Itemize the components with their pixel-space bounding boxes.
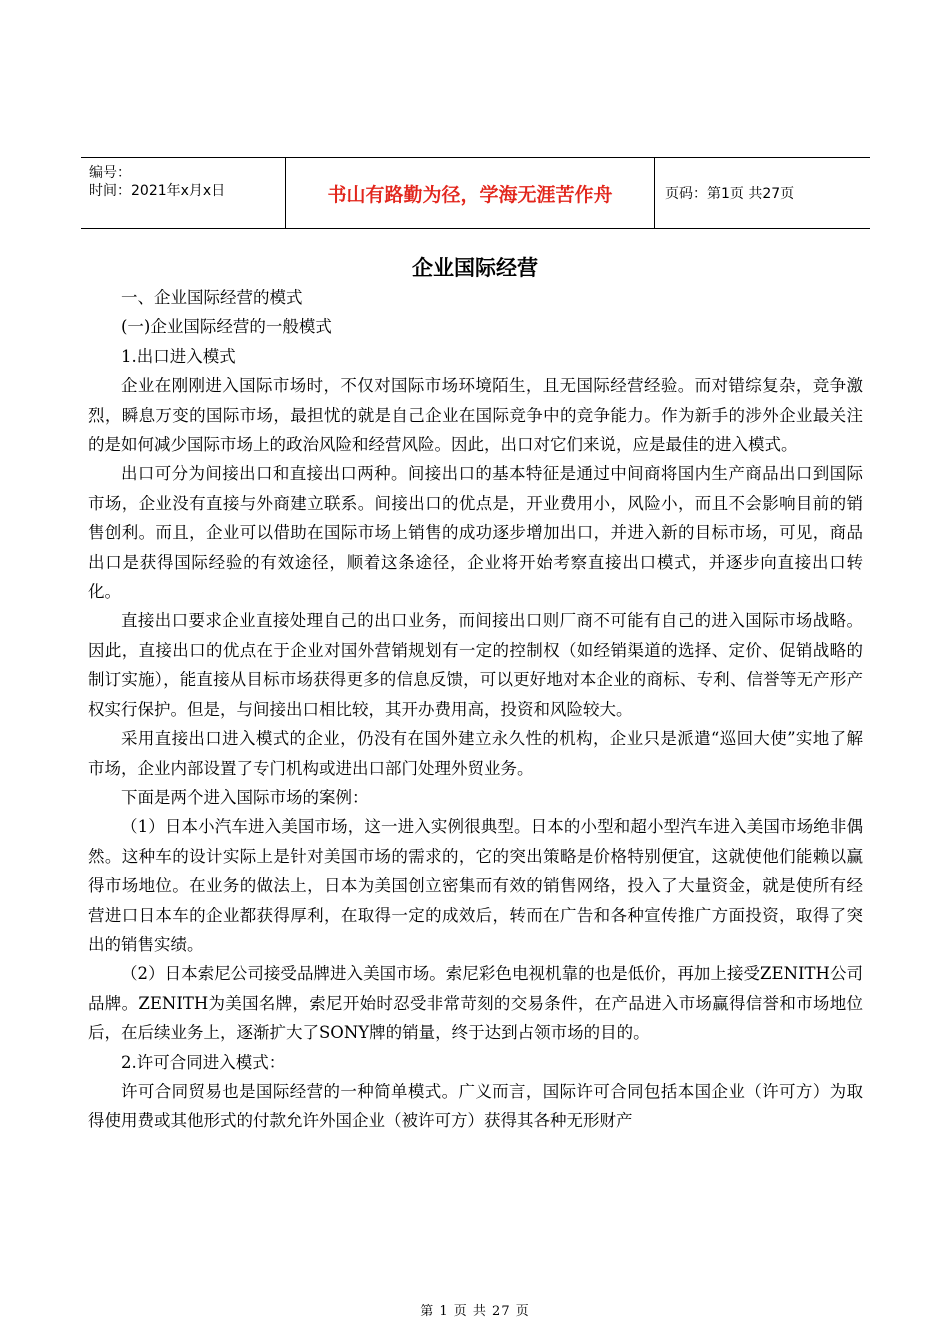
body-paragraph: 直接出口要求企业直接处理自己的出口业务，而间接出口则厂商不可能有自己的进入国际市场战略。因此，直接出口的优点在于企业对国外营销规划有一定的控制权（如经销渠道的选择、定价、促销战略的制订实施），能直接从目标市场获得更多的信息反馈，可以更好地对本企业的商标、专利、信誉等无产形产权实行保护。但是，与间接出口相比较，其开办费用高，投资和风险较大。	[88, 611, 863, 719]
body-paragraph: 下面是两个进入国际市场的案例：	[121, 787, 369, 807]
header-table	[81, 157, 870, 229]
document-title: 企业国际经营	[412, 256, 538, 280]
item-heading: 1.出口进入模式	[121, 346, 236, 366]
document-body	[88, 283, 863, 1136]
header-info-cell	[81, 158, 286, 228]
motto-text: 书山有路勤为径，学海无涯苦作舟	[327, 183, 613, 206]
body-paragraph: 出口可分为间接出口和直接出口两种。间接出口的基本特征是通过中间商将国内生产商品出口到国际市场，企业没有直接与外商建立联系。间接出口的优点是，开业费用小，风险小，而且不会影响目前的销售创利。而且，企业可以借助在国际市场上销售的成功逐步增加出口，并进入新的目标市场，可见，商品出口是获得国际经验的有效途径，顺着这条途径，企业将开始考察直接出口模式，并逐步向直接出口转化。	[88, 464, 863, 602]
item-heading: 2.许可合同进入模式：	[121, 1052, 286, 1072]
body-paragraph: 采用直接出口进入模式的企业，仍没有在国外建立永久性的机构，企业只是派遣“巡回大使”实地了解市场，企业内部设置了专门机构或进出口部门处理外贸业务。	[88, 729, 863, 778]
subsection-heading: (一)企业国际经营的一般模式	[121, 317, 332, 337]
case-paragraph: （1）日本小汽车进入美国市场，这一进入实例很典型。日本的小型和超小型汽车进入美国市场绝非偶然。这种车的设计实际上是针对美国市场的需求的，它的突出策略是价格特别便宜，这就使他们能赖以赢得市场地位。在业务的做法上，日本为美国创立密集而有效的销售网络，投入了大量资金，就是使所有经营进口日本车的企业都获得厚利，在取得一定的成效后，转而在广告和各种宣传推广方面投资，取得了突出的销售实绩。	[88, 817, 863, 954]
document-number-label: 编号：	[89, 165, 131, 181]
motto-cell	[286, 158, 655, 228]
page-footer: 第 1 页 共 27 页	[420, 1304, 530, 1319]
section-heading: 一、企业国际经营的模式	[121, 288, 303, 307]
body-paragraph: 企业在刚刚进入国际市场时，不仅对国际市场环境陌生，且无国际经营经验。而对错综复杂，竞争激烈，瞬息万变的国际市场，最担忧的就是自己企业在国际竞争中的竞争能力。作为新手的涉外企业最关注的是如何减少国际市场上的政治风险和经营风险。因此，出口对它们来说，应是最佳的进入模式。	[88, 376, 863, 455]
case-paragraph: （2）日本索尼公司接受品牌进入美国市场。索尼彩色电视机靠的也是低价，再加上接受ZENITH公司品牌。ZENITH为美国名牌，索尼开始时忍受非常苛刻的交易条件，在产品进入市场赢得信誉和市场地位后，在后续业务上，逐渐扩大了SONY牌的销量，终于达到占领市场的目的。	[88, 964, 863, 1043]
page-info-text: 页码：第1页 共27页	[665, 186, 795, 202]
document-time-label: 时间：2021年x月x日	[89, 183, 226, 199]
page-info-cell	[655, 158, 870, 228]
body-paragraph: 许可合同贸易也是国际经营的一种简单模式。广义而言，国际许可合同包括本国企业（许可方）为取得使用费或其他形式的付款允许外国企业（被许可方）获得其各种无形财产	[88, 1081, 863, 1131]
